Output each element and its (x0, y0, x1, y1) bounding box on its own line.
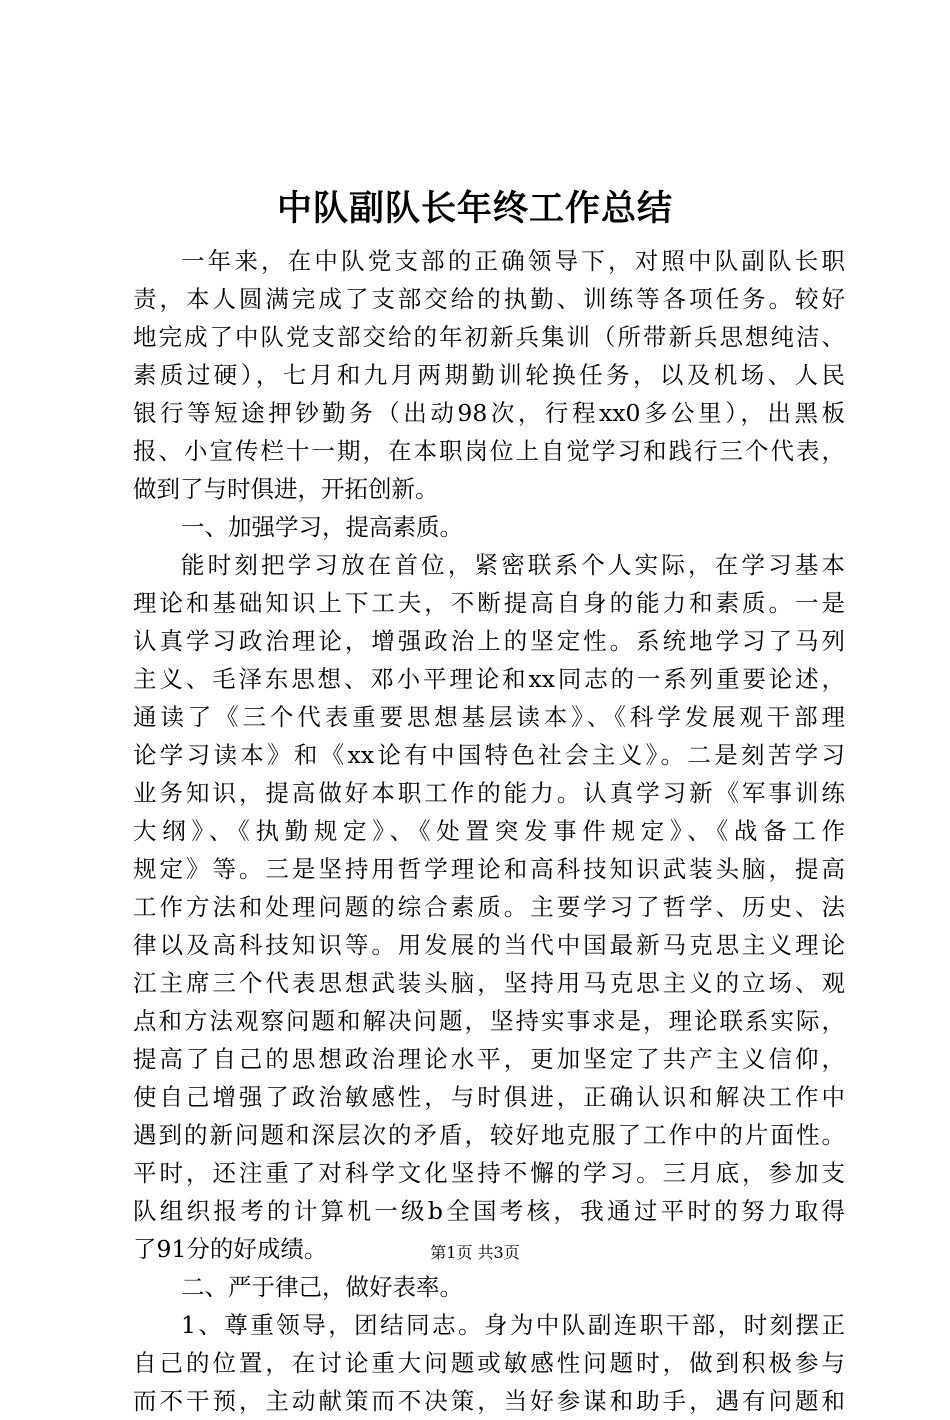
text-line: 一、加强学习，提高素质。 (181, 513, 463, 541)
text-line: 队组织报考的计算机一级b全国考核，我通过平时的努力取得 (133, 1197, 845, 1225)
text-line: 报、小宣传栏十一期，在本职岗位上自觉学习和践行三个代表， (133, 437, 845, 465)
text-line: 工作方法和处理问题的综合素质。主要学习了哲学、历史、法 (133, 893, 845, 921)
text-line: 1、尊重领导，团结同志。身为中队副连职干部，时刻摆正 (181, 1311, 845, 1339)
text-line: 通读了《三个代表重要思想基层读本》、《科学发展观干部理 (133, 703, 845, 731)
text-line: 二、严于律己，做好表率。 (181, 1273, 463, 1301)
text-line: 使自己增强了政治敏感性，与时俱进，正确认识和解决工作中 (133, 1083, 845, 1111)
text-line: 素质过硬），七月和九月两期勤训轮换任务，以及机场、人民 (133, 361, 845, 389)
text-line: 规定》等。三是坚持用哲学理论和高科技知识武装头脑，提高 (133, 855, 845, 883)
text-line: 认真学习政治理论，增强政治上的坚定性。系统地学习了马列 (133, 627, 845, 655)
document-title: 中队副队长年终工作总结 (276, 188, 673, 229)
text-line: 江主席三个代表思想武装头脑，坚持用马克思主义的立场、观 (133, 969, 845, 997)
text-line: 做到了与时俱进，开拓创新。 (133, 475, 439, 503)
text-line: 一年来，在中队党支部的正确领导下，对照中队副队长职 (181, 247, 845, 275)
text-line: 律以及高科技知识等。用发展的当代中国最新马克思主义理论 (133, 931, 845, 959)
text-line: 而不干预，主动献策而不决策，当好参谋和助手，遇有问题和 (133, 1387, 845, 1415)
text-line: 大纲》、《执勤规定》、《处置突发事件规定》、《战备工作 (133, 817, 845, 845)
text-line: 提高了自己的思想政治理论水平，更加坚定了共产主义信仰， (133, 1045, 845, 1073)
text-line: 了91分的好成绩。 (133, 1235, 328, 1263)
text-line: 论学习读本》和《xx论有中国特色社会主义》。二是刻苦学习 (133, 741, 845, 769)
text-line: 点和方法观察问题和解决问题，坚持实事求是，理论联系实际， (133, 1007, 845, 1035)
text-line: 平时，还注重了对科学文化坚持不懈的学习。三月底，参加支 (133, 1159, 845, 1187)
text-line: 银行等短途押钞勤务（出动98次，行程xx0多公里），出黑板 (133, 399, 845, 427)
text-line: 主义、毛泽东思想、邓小平理论和xx同志的一系列重要论述， (133, 665, 845, 693)
text-line: 地完成了中队党支部交给的年初新兵集训（所带新兵思想纯洁、 (133, 323, 845, 351)
text-line: 业务知识，提高做好本职工作的能力。认真学习新《军事训练 (133, 779, 845, 807)
text-line: 自己的位置，在讨论重大问题或敏感性问题时，做到积极参与 (133, 1349, 845, 1377)
page-footer: 第1页 共3页 (430, 1243, 520, 1262)
text-line: 能时刻把学习放在首位，紧密联系个人实际，在学习基本 (181, 551, 845, 579)
text-line: 责，本人圆满完成了支部交给的执勤、训练等各项任务。较好 (133, 285, 845, 313)
text-line: 理论和基础知识上下工夫，不断提高自身的能力和素质。一是 (133, 589, 845, 617)
text-line: 遇到的新问题和深层次的矛盾，较好地克服了工作中的片面性。 (133, 1121, 845, 1149)
